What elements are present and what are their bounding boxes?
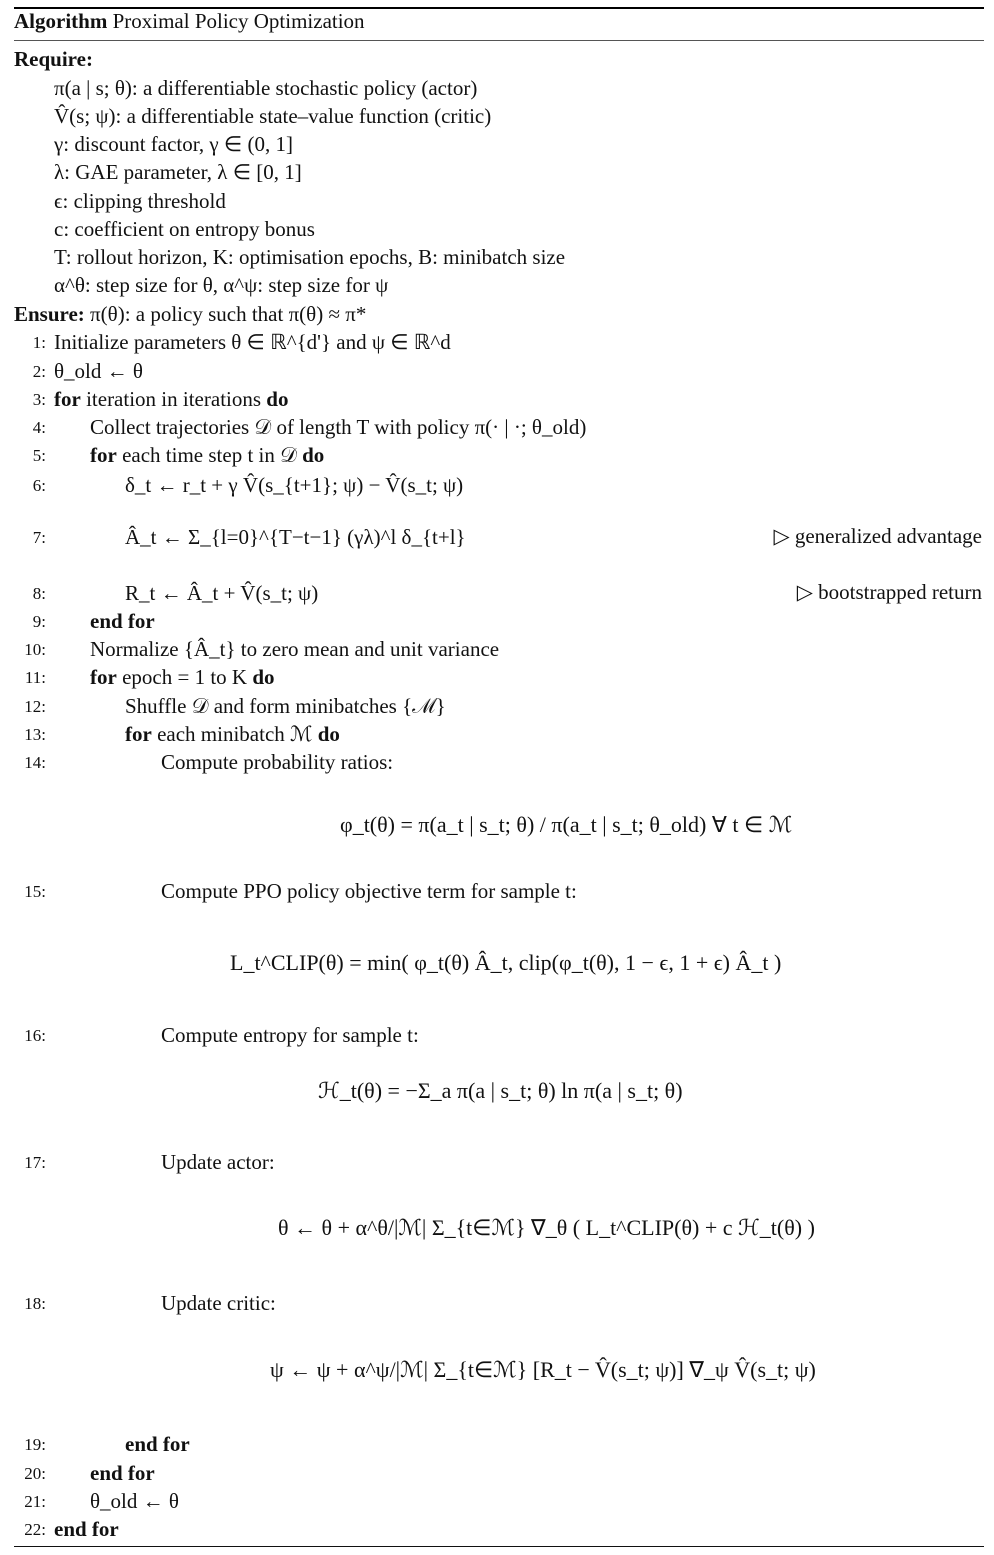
- keyword-end-for: end for: [54, 1517, 119, 1541]
- step-text: iteration in iterations: [80, 387, 267, 411]
- keyword-do: do: [317, 722, 340, 746]
- keyword-do: do: [302, 443, 325, 467]
- line-number: 22:: [24, 1520, 46, 1539]
- line-number: 18:: [24, 1294, 46, 1313]
- step-text: Update actor:: [161, 1150, 275, 1174]
- step-text: Initialize parameters θ ∈ ℝ^{d'} and ψ ∈ ℝ^d: [54, 330, 451, 354]
- line-number: 20:: [24, 1464, 46, 1483]
- step-text: Â_t ← Σ_{l=0}^{T−t−1} (γλ)^l δ_{t+l}: [125, 525, 466, 549]
- ensure-text: π(θ): a policy such that π(θ) ≈ π*: [90, 302, 367, 326]
- line-number: 14:: [24, 753, 46, 772]
- step-for: [90, 664, 275, 690]
- step-text: θ_old ← θ: [54, 359, 143, 383]
- step-text: Normalize {Â_t} to zero mean and unit variance: [90, 637, 500, 661]
- caption-rule: [14, 40, 984, 41]
- keyword-end-for: end for: [125, 1432, 190, 1456]
- step-text: R_t ← Â_t + V̂(s_t; ψ): [125, 581, 319, 605]
- equation-clip: L_t^CLIP(θ) = min( φ_t(θ) Â_t, clip(φ_t(θ), 1 − ϵ, 1 + ϵ) Â_t ): [230, 950, 782, 975]
- require-item: π(a | s; θ): a differentiable stochastic policy (actor): [54, 76, 478, 100]
- require-item: c: coefficient on entropy bonus: [54, 217, 315, 241]
- line-number: 19:: [24, 1435, 46, 1454]
- step-text: each minibatch ℳ: [151, 722, 318, 746]
- line-number: 3:: [32, 390, 46, 409]
- step-for: [125, 721, 340, 747]
- line-number: 1:: [32, 333, 46, 352]
- require-item: γ: discount factor, γ ∈ (0, 1]: [54, 132, 293, 156]
- algorithm-caption: [14, 9, 365, 34]
- step-for: [54, 386, 288, 412]
- line-number: 16:: [24, 1026, 46, 1045]
- step-text: θ_old ← θ: [90, 1489, 179, 1513]
- line-number: 7:: [32, 528, 46, 547]
- comment: ▷ bootstrapped return: [796, 580, 982, 604]
- require-label: Require:: [14, 47, 93, 71]
- require-item: T: rollout horizon, K: optimisation epochs, B: minibatch size: [54, 245, 566, 269]
- equation-entropy: ℋ_t(θ) = −Σ_a π(a | s_t; θ) ln π(a | s_t; θ): [318, 1078, 683, 1103]
- algorithm-title: Proximal Policy Optimization: [112, 9, 365, 33]
- bottom-rule: [14, 1546, 984, 1547]
- keyword-for: for: [90, 665, 117, 689]
- step-text: δ_t ← r_t + γ V̂(s_{t+1}; ψ) − V̂(s_t; ψ): [125, 473, 464, 497]
- keyword-for: for: [54, 387, 81, 411]
- require-item: ϵ: clipping threshold: [54, 189, 226, 213]
- step-text: Compute PPO policy objective term for sample t:: [161, 879, 577, 903]
- line-number: 5:: [32, 446, 46, 465]
- line-number: 17:: [24, 1153, 46, 1172]
- keyword-do: do: [252, 665, 275, 689]
- comment: ▷ generalized advantage: [773, 524, 982, 548]
- step-text: Shuffle 𝒟 and form minibatches {ℳ}: [125, 694, 446, 718]
- keyword-for: for: [90, 443, 117, 467]
- ensure-label: Ensure:: [14, 302, 85, 326]
- algorithm-label: Algorithm: [14, 9, 108, 33]
- line-number: 11:: [24, 668, 46, 687]
- equation-ratio: φ_t(θ) = π(a_t | s_t; θ) / π(a_t | s_t; θ_old) ∀ t ∈ ℳ: [340, 812, 793, 837]
- step-text: each time step t in 𝒟: [116, 443, 303, 467]
- require-item: α^θ: step size for θ, α^ψ: step size for ψ: [54, 273, 389, 297]
- require-item: V̂(s; ψ): a differentiable state–value function (critic): [54, 104, 492, 128]
- line-number: 13:: [24, 725, 46, 744]
- step-text: epoch = 1 to K: [116, 665, 253, 689]
- line-number: 6:: [32, 476, 46, 495]
- keyword-for: for: [125, 722, 152, 746]
- equation-actor-update: θ ← θ + α^θ/|ℳ| Σ_{t∈ℳ} ∇_θ ( L_t^CLIP(θ) + c ℋ_t(θ) ): [278, 1215, 815, 1240]
- ensure-line: [14, 301, 366, 327]
- line-number: 21:: [24, 1492, 46, 1511]
- line-number: 10:: [24, 640, 46, 659]
- equation-critic-update: ψ ← ψ + α^ψ/|ℳ| Σ_{t∈ℳ} [R_t − V̂(s_t; ψ)] ∇_ψ V̂(s_t; ψ): [270, 1357, 816, 1382]
- line-number: 2:: [32, 362, 46, 381]
- step-text: Collect trajectories 𝒟 of length T with policy π(· | ·; θ_old): [90, 415, 587, 439]
- step-text: Update critic:: [161, 1291, 276, 1315]
- require-item: λ: GAE parameter, λ ∈ [0, 1]: [54, 160, 302, 184]
- line-number: 8:: [32, 584, 46, 603]
- line-number: 9:: [32, 612, 46, 631]
- line-number: 4:: [32, 418, 46, 437]
- step-text: Compute entropy for sample t:: [161, 1023, 419, 1047]
- keyword-end-for: end for: [90, 1461, 155, 1485]
- keyword-do: do: [266, 387, 289, 411]
- step-for: [90, 442, 324, 468]
- line-number: 15:: [24, 882, 46, 901]
- step-text: Compute probability ratios:: [161, 750, 394, 774]
- line-number: 12:: [24, 697, 46, 716]
- keyword-end-for: end for: [90, 609, 155, 633]
